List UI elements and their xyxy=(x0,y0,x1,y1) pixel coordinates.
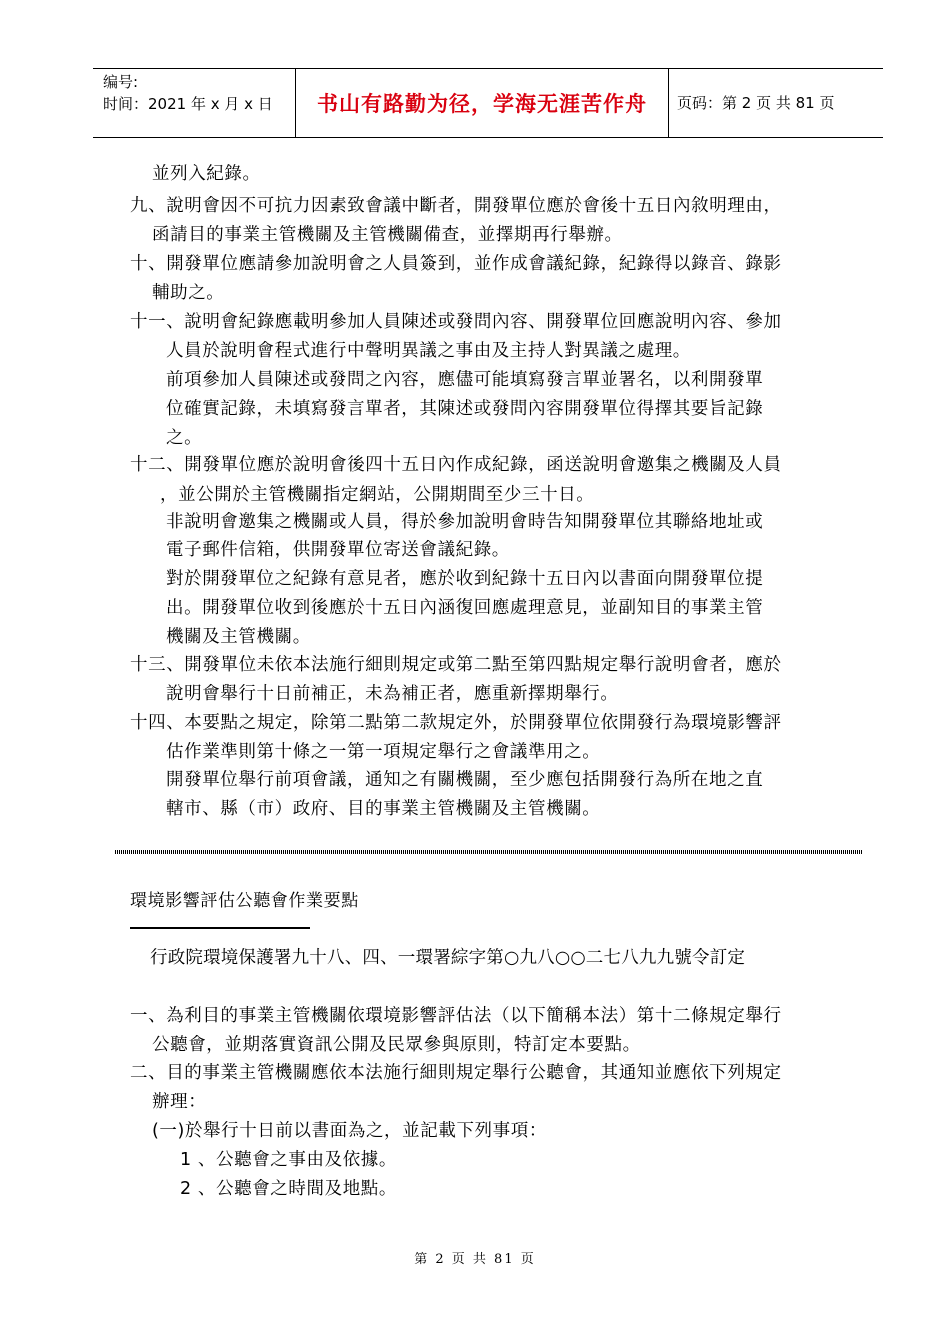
text-line: 人員於說明會程式進行中聲明異議之事由及主持人對異議之處理。 xyxy=(166,341,691,361)
header-motto: 书山有路勤为径，学海无涯苦作舟 xyxy=(295,69,669,137)
text-line: 十二、開發單位應於說明會後四十五日內作成紀錄，函送說明會邀集之機關及人員 xyxy=(130,455,782,475)
text-line: 辦理： xyxy=(152,1092,207,1112)
text-line: 公聽會，並期落實資訊公開及民眾參與原則，特訂定本要點。 xyxy=(152,1035,641,1055)
text-line: 十一、說明會紀錄應載明參加人員陳述或發問內容、開發單位回應說明內容、參加 xyxy=(130,312,782,332)
text-line: 位確實記錄，未填寫發言單者，其陳述或發問內容開發單位得擇其要旨記錄 xyxy=(166,399,764,419)
text-line: 說明會舉行十日前補正，未為補正者，應重新擇期舉行。 xyxy=(166,684,619,704)
text-line: 九、說明會因不可抗力因素致會議中斷者，開發單位應於會後十五日內敘明理由， xyxy=(130,196,782,216)
text-line: 並列入紀錄。 xyxy=(152,164,261,184)
section-title: 環境影響評估公聽會作業要點 xyxy=(130,891,359,911)
text-line: 機關及主管機關。 xyxy=(166,627,311,647)
text-line: 之。 xyxy=(166,428,203,448)
text-line: 輔助之。 xyxy=(152,283,225,303)
text-line: 對於開發單位之紀錄有意見者，應於收到紀錄十五日內以書面向開發單位提 xyxy=(166,569,764,589)
text-line: 1 、公聽會之事由及依據。 xyxy=(180,1150,397,1170)
time-label: 时间：2021 年 x 月 x 日 xyxy=(103,95,273,113)
text-line: 估作業準則第十條之一第一項規定舉行之會議準用之。 xyxy=(166,742,601,762)
text-line: 非說明會邀集之機關或人員，得於參加說明會時告知開發單位其聯絡地址或 xyxy=(166,512,764,532)
text-line: 2 、公聽會之時間及地點。 xyxy=(180,1179,397,1199)
text-line: 開發單位舉行前項會議，通知之有關機關，至少應包括開發行為所在地之直 xyxy=(166,770,764,790)
text-line: 二、目的事業主管機關應依本法施行細則規定舉行公聽會，其通知並應依下列規定 xyxy=(130,1063,782,1083)
page-header xyxy=(93,68,883,138)
header-meta xyxy=(103,71,298,115)
decree-line: 行政院環境保護署九十八、四、一環署綜字第○九八○○二七八九九號令訂定 xyxy=(150,948,746,968)
text-line: 十三、開發單位未依本法施行細則規定或第二點至第四點規定舉行說明會者，應於 xyxy=(130,655,782,675)
text-line: 轄市、縣（市）政府、目的事業主管機關及主管機關。 xyxy=(166,799,601,819)
header-page-label: 页码：第 2 页 共 81 页 xyxy=(677,94,835,112)
text-line: 前項參加人員陳述或發問之內容，應儘可能填寫發言單並署名，以利開發單 xyxy=(166,370,764,390)
code-label: 编号: xyxy=(103,73,139,91)
title-underline xyxy=(130,927,310,929)
text-line: 十四、本要點之規定，除第二點第二款規定外，於開發單位依開發行為環境影響評 xyxy=(130,713,782,733)
dotted-divider xyxy=(115,850,863,854)
text-line: (一)於舉行十日前以書面為之，並記載下列事項： xyxy=(152,1121,547,1141)
page-footer: 第 2 页 共 81 页 xyxy=(414,1252,536,1267)
text-line: 出。開發單位收到後應於十五日內涵復回應處理意見，並副知目的事業主管 xyxy=(166,598,764,618)
text-line: 一、為利目的事業主管機關依環境影響評估法（以下簡稱本法）第十二條規定舉行 xyxy=(130,1006,782,1026)
text-line: 十、開發單位應請參加說明會之人員簽到，並作成會議紀錄，紀錄得以錄音、錄影 xyxy=(130,254,782,274)
text-line: 電子郵件信箱，供開發單位寄送會議紀錄。 xyxy=(166,540,510,560)
text-line: ，並公開於主管機關指定網站，公開期間至少三十日。 xyxy=(160,485,595,505)
text-line: 函請目的事業主管機關及主管機關備查，並擇期再行舉辦。 xyxy=(152,225,623,245)
